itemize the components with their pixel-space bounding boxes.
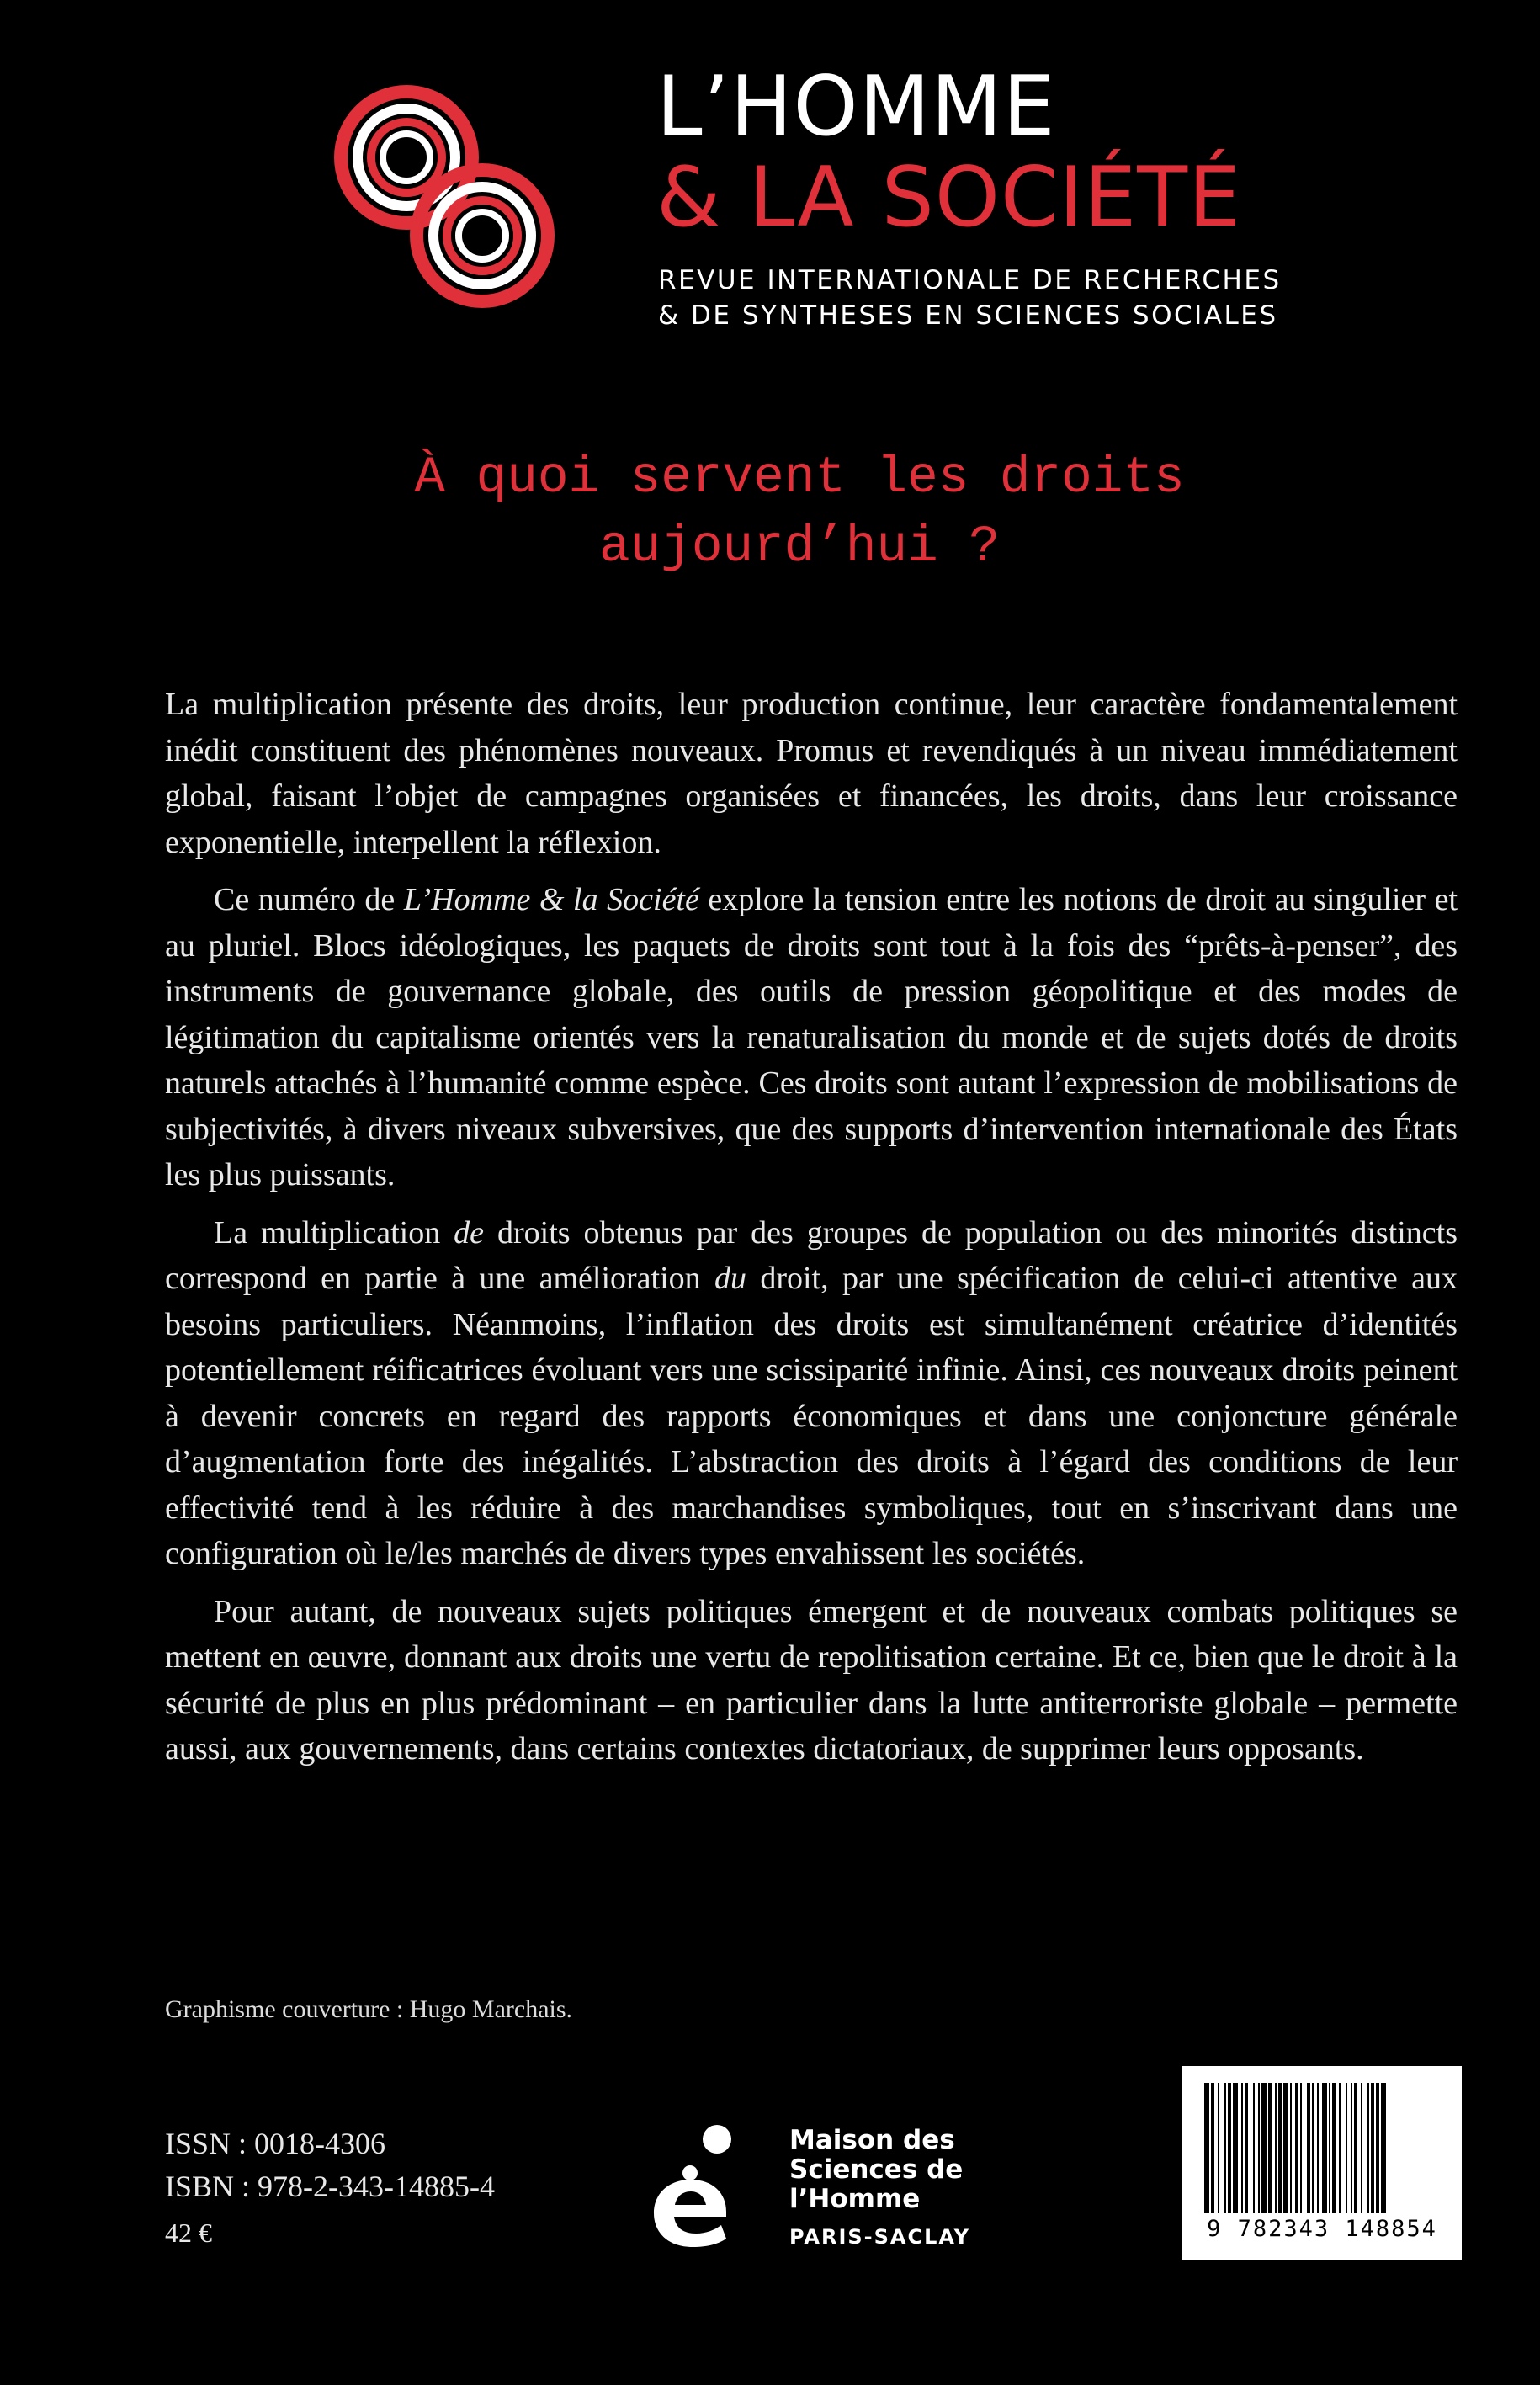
journal-title-line1: L’HOMME (656, 59, 1056, 155)
paragraph-4: Pour autant, de nouveaux sujets politiques émergent et de nouveaux combats politiques se mettent en œuvre, donnant aux droits une vertu de repolitisation certaine. Et ce, bien que le droit à la sécurité de plus en plus prédominant – en particulier dans la lutte antiterroriste globale – permette aussi, aux gouvernements, dans certains contextes dictatoriaux, de supprimer leurs opposants. (165, 1593, 1458, 1766)
publisher-line1: Maison des (789, 2125, 955, 2155)
issue-title-line2: aujourd’hui ? (599, 518, 1000, 576)
barcode-bar (1268, 2083, 1272, 2213)
barcode-bar (1367, 2083, 1369, 2213)
journal-subtitle-line1: REVUE INTERNATIONALE DE RECHERCHES (658, 265, 1282, 295)
body-text (165, 682, 1458, 1784)
journal-name-italic: L’Homme & la Société (403, 882, 699, 917)
barcode-bar (1376, 2083, 1379, 2213)
identifiers (165, 2122, 495, 2255)
price: 42 € (165, 2218, 212, 2248)
barcode-bar (1245, 2083, 1248, 2213)
paragraph-3-em-de: de (454, 1214, 485, 1251)
barcode-bar (1300, 2083, 1302, 2213)
journal-title-line2: & LA SOCIÉTÉ (656, 150, 1241, 246)
issue-title (0, 444, 1540, 582)
barcode-bars-icon (1201, 2083, 1443, 2218)
publisher-line2: Sciences de (789, 2154, 964, 2185)
barcode (1182, 2066, 1462, 2260)
barcode-bar (1307, 2083, 1310, 2213)
publisher-name (789, 2126, 970, 2252)
cover-credit: Graphisme couverture : Hugo Marchais. (165, 1995, 573, 2023)
barcode-bar (1278, 2083, 1282, 2213)
barcode-bar (1233, 2083, 1238, 2213)
barcode-bar (1295, 2083, 1298, 2213)
paragraph-2-b: explore la tension entre les notions de droit au singulier et au pluriel. Blocs idéologiques, les paquets de droits sont tout à la fois des “prêts-à-penser”, des instruments de gouvernance globale, des outils de pression géopolitique et des modes de légitimation du capitalisme orientés vers la renaturalisation du monde et de sujets dotés de droits naturels attachés à l’humanité comme espèce. Ces droits sont autant l’expression de mobilisations de subjectivités, à divers niveaux subversives, que des supports d’intervention internationale des États les plus puissants. (165, 882, 1458, 1192)
barcode-bar (1332, 2083, 1336, 2213)
barcode-bar (1354, 2083, 1357, 2213)
publisher-line3: l’Homme (789, 2184, 921, 2214)
paragraph-3-c: droit, par une spécification de celui-ci attentive aux besoins particuliers. Néanmoins, l’inflation des droits est simultanément créatrice d’identités potentiellement réificatrices évoluant vers une scissiparité infinie. Ainsi, ces nouveaux droits peinent à devenir concrets en regard des rapports économiques et dans une conjoncture générale d’augmentation forte des inégalités. L’abstraction des droits à l’égard des conditions de leur effectivité tend à les réduire à des marchandises symboliques, tout en s’inscrivant dans une configuration où le/les marchés de divers types envahissent les sociétés. (165, 1261, 1458, 1571)
barcode-bar (1346, 2083, 1347, 2213)
publisher-logo-icon (652, 2121, 745, 2247)
barcode-bar (1312, 2083, 1314, 2213)
barcode-bar (1228, 2083, 1231, 2213)
barcode-bar (1204, 2083, 1209, 2213)
paragraph-2-a: Ce numéro de (214, 882, 404, 917)
barcode-bar (1261, 2083, 1267, 2213)
barcode-digits: 9 782343 148854 (1207, 2216, 1437, 2242)
isbn: ISBN : 978-2-343-14885-4 (165, 2170, 495, 2203)
paragraph-3-b: droits obtenus par des groupes de population ou des minorités distincts correspond en partie à une amélioration (165, 1214, 1458, 1296)
barcode-bar (1283, 2083, 1288, 2213)
paragraph-3-em-du: du (714, 1261, 746, 1296)
publisher-line4: PARIS-SACLAY (789, 2225, 971, 2249)
journal-subtitle (658, 263, 1282, 333)
barcode-bar (1241, 2083, 1243, 2213)
barcode-bar (1339, 2083, 1341, 2213)
paragraph-3 (165, 1210, 1458, 1577)
barcode-bar (1381, 2083, 1386, 2213)
paragraph-1: La multiplication présente des droits, leur production continue, leur caractère fondamentalement inédit constituent des phénomènes nouveaux. Promus et revendiqués à un niveau immédiatement global, faisant l’objet de campagnes organisées et financées, les droits, dans leur croissance exponentielle, interpellent la réflexion. (165, 687, 1458, 860)
barcode-bar (1329, 2083, 1330, 2213)
barcode-bar (1322, 2083, 1327, 2213)
barcode-bar (1371, 2083, 1374, 2213)
barcode-bar (1290, 2083, 1292, 2213)
barcode-bar (1211, 2083, 1214, 2213)
barcode-bar (1351, 2083, 1352, 2213)
paragraph-3-a: La multiplication (214, 1214, 454, 1251)
issue-title-line1: À quoi servent les droits (414, 449, 1185, 507)
journal-subtitle-line2: & DE SYNTHESES EN SCIENCES SOCIALES (658, 300, 1278, 331)
barcode-bar (1317, 2083, 1319, 2213)
journal-logo-icon (332, 80, 564, 320)
barcode-bar (1218, 2083, 1219, 2213)
paragraph-2 (165, 877, 1458, 1198)
barcode-bar (1275, 2083, 1277, 2213)
issn: ISSN : 0018-4306 (165, 2127, 386, 2160)
barcode-bar (1361, 2083, 1362, 2213)
barcode-bar (1224, 2083, 1226, 2213)
barcode-bar (1253, 2083, 1255, 2213)
barcode-bar (1258, 2083, 1260, 2213)
